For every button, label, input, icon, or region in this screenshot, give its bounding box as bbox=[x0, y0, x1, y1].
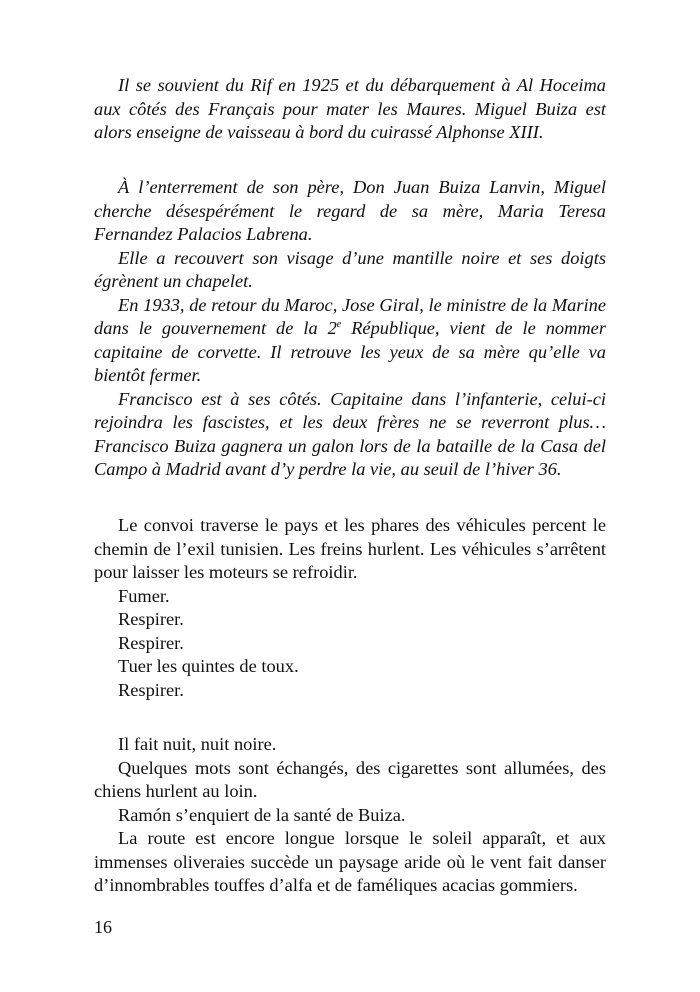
roman-section-night bbox=[94, 733, 606, 898]
paragraph-route: La route est encore longue lorsque le soleil apparaît, et aux immenses oliveraies succède un paysage aride où le vent fait danser d’innombrables touffes d’alfa et de faméliques acacias gommiers. bbox=[94, 828, 606, 895]
paragraph-1933 bbox=[94, 294, 606, 388]
paragraph-mantilla: Elle a recouvert son visage d’une mantille noire et ses doigts égrènent un chapelet. bbox=[94, 247, 606, 291]
paragraph-ramon: Ramón s’enquiert de la santé de Buiza. bbox=[118, 804, 406, 825]
line-respirer-1: Respirer. bbox=[118, 609, 184, 629]
paragraph-rif: Il se souvient du Rif en 1925 et du débarquement à Al Hoceima aux côtés des Français pour mater les Maures. Miguel Buiza est alors enseigne de vaisseau à bord du cuirassé Alphonse XIII. bbox=[94, 75, 606, 142]
paragraph-1933-superscript: e bbox=[336, 319, 342, 330]
italic-section-rif bbox=[94, 74, 606, 145]
paragraph-convoy: Le convoi traverse le pays et les phares des véhicules percent le chemin de l’exil tunisien. Les freins hurlent. Les véhicules s’arrêtent pour laisser les moteurs se refroidir. bbox=[94, 515, 606, 582]
line-respirer-3: Respirer. bbox=[118, 679, 184, 700]
line-respirer-2: Respirer. bbox=[118, 632, 184, 653]
paragraph-1933-text-after: République, vient de le nommer capitaine de corvette. Il retrouve les yeux de sa mère qu’elle va bientôt fermer. bbox=[94, 318, 606, 385]
paragraph-night: Il fait nuit, nuit noire. bbox=[118, 734, 277, 754]
page-number: 16 bbox=[94, 917, 112, 937]
paragraph-francisco: Francisco est à ses côtés. Capitaine dans l’infanterie, celui-ci rejoindra les fascistes, et les deux frères ne se reverront plus… Francisco Buiza gagnera un galon lors de la bataille de la Casa del Campo à Madrid avant d’y perdre la vie, au seuil de l’hiver 36. bbox=[94, 388, 606, 479]
line-tuer-quintes: Tuer les quintes de toux. bbox=[118, 656, 299, 676]
line-fumer: Fumer. bbox=[118, 585, 170, 606]
paragraph-1933-text-before: En 1933, de retour du Maroc, Jose Giral, le ministre de la Marine dans le gouvernement de la 2 bbox=[94, 294, 606, 338]
paragraph-cigarettes: Quelques mots sont échangés, des cigarettes sont allumées, des chiens hurlent au loin. bbox=[94, 757, 606, 801]
paragraph-funeral: À l’enterrement de son père, Don Juan Buiza Lanvin, Miguel cherche désespérément le regard de sa mère, Maria Teresa Fernandez Palacios Labrena. bbox=[94, 177, 606, 244]
italic-section-funeral bbox=[94, 176, 606, 482]
roman-section-convoy bbox=[94, 514, 606, 702]
